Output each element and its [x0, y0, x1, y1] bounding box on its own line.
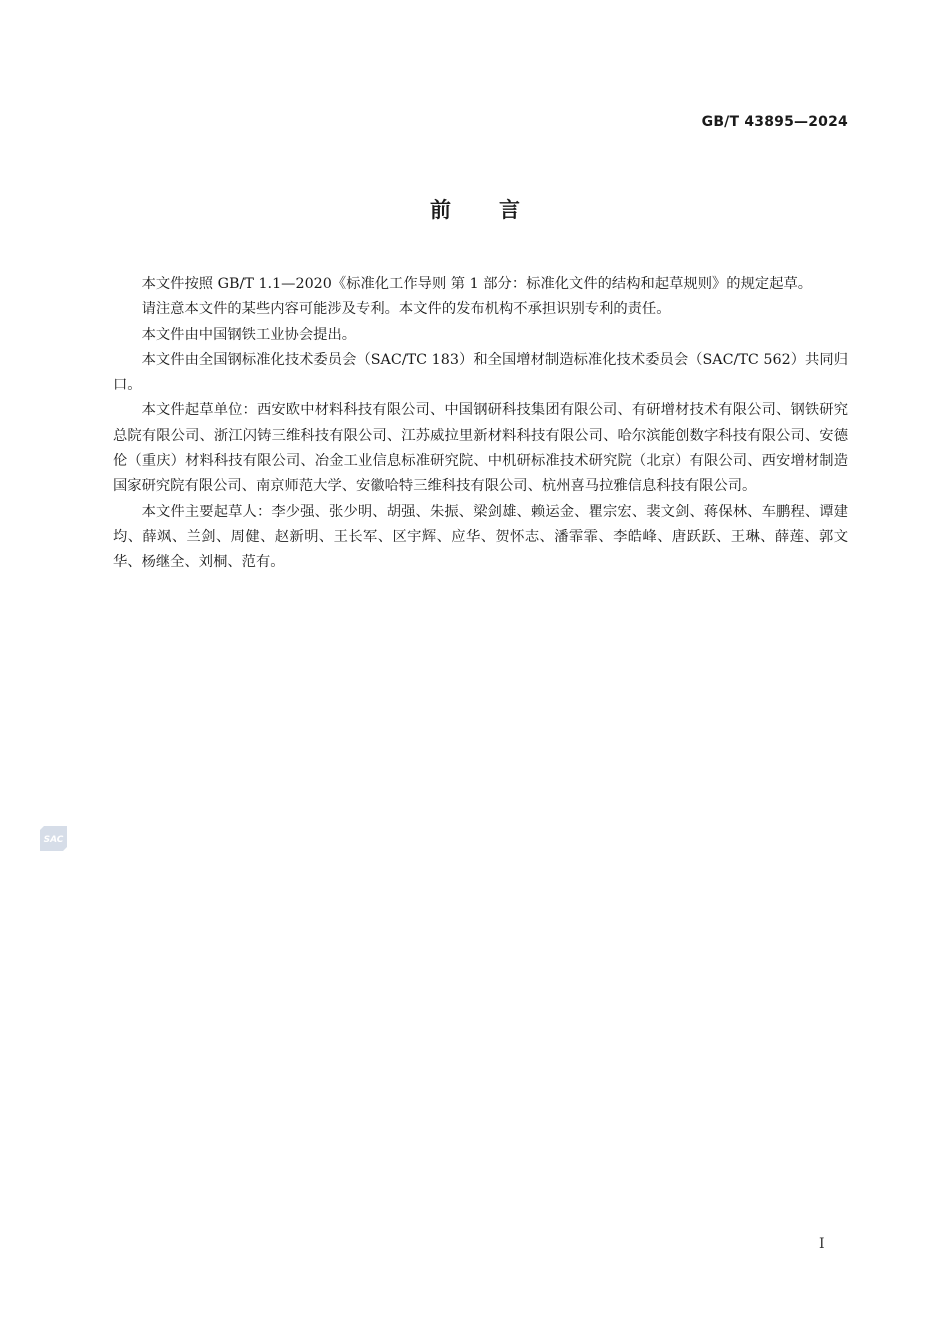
page-number: I [819, 1236, 825, 1252]
paragraph-drafting-rules: 本文件按照 GB/T 1.1—2020《标准化工作导则 第 1 部分：标准化文件的结构和起草规则》的规定起草。 [141, 276, 813, 292]
standard-number: GB/T 43895—2024 [701, 114, 848, 130]
paragraph-proposer: 本文件由中国钢铁工业协会提出。 [141, 326, 357, 343]
paragraph-drafting-units: 本文件起草单位：西安欧中材料科技有限公司、中国钢研科技集团有限公司、有研增材技术有限公司、钢铁研究总院有限公司、浙江闪铸三维科技有限公司、江苏威拉里新材料科技有限公司、哈尔滨能创数字科技有限公司、安德伦（重庆）材料科技有限公司、冶金工业信息标准研究院、中机研标准技术研究院（北京）有限公司、西安增材制造国家研究院有限公司、南京师范大学、安徽哈特三维科技有限公司、杭州喜马拉雅信息科技有限公司。 [113, 402, 848, 495]
paragraph-patent-notice: 请注意本文件的某些内容可能涉及专利。本文件的发布机构不承担识别专利的责任。 [141, 301, 671, 318]
paragraph-drafters: 本文件主要起草人：李少强、张少明、胡强、朱振、梁剑雄、赖运金、瞿宗宏、裴文剑、蒋保林、车鹏程、谭建均、薛飒、兰剑、周健、赵新明、王长军、区宇辉、应华、贺怀志、潘霏霏、李皓峰、唐跃跃、王琳、薛莲、郭文华、杨继全、刘桐、范有。 [113, 503, 848, 571]
sac-logo-icon [40, 826, 67, 851]
svg-text:SAC: SAC [43, 835, 64, 845]
page-title: 前言 [430, 198, 568, 222]
foreword-body [113, 272, 848, 576]
paragraph-administration: 本文件由全国钢标准化技术委员会（SAC/TC 183）和全国增材制造标准化技术委员会（SAC/TC 562）共同归口。 [113, 351, 848, 394]
